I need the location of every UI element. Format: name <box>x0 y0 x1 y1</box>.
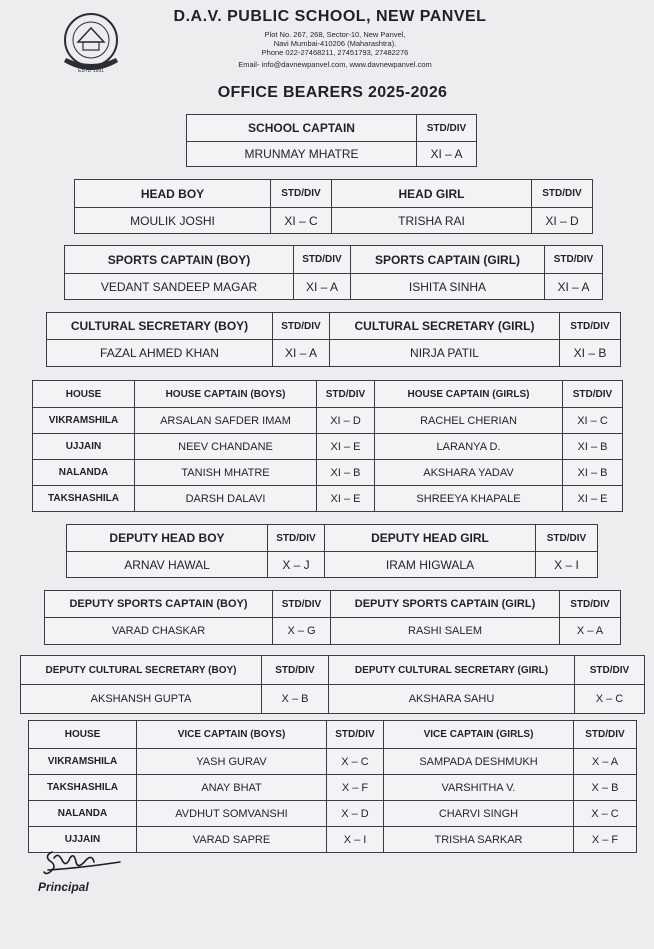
deputy-sports-boy-std: X – G <box>273 618 331 645</box>
deputy-head-boy-name: ARNAV HAWAL <box>67 552 268 578</box>
std-div-heading: STD/DIV <box>532 180 593 208</box>
vice-captain-boy-name: VARAD SAPRE <box>137 827 327 853</box>
vice-captain-boy-std: X – F <box>327 775 384 801</box>
school-name: D.A.V. PUBLIC SCHOOL, NEW PANVEL <box>173 8 487 25</box>
vice-captain-girls-heading: VICE CAPTAIN (GIRLS) <box>384 721 574 749</box>
sports-captain-boy-std: XI – A <box>294 274 351 300</box>
house-name: NALANDA <box>33 460 135 486</box>
vice-captain-girl-std: X – F <box>574 827 637 853</box>
table-row <box>29 801 637 827</box>
deputy-head-girl-std: X – I <box>536 552 598 578</box>
house-captain-girl-name: RACHEL CHERIAN <box>375 408 563 434</box>
sports-captain-boy-heading: SPORTS CAPTAIN (BOY) <box>65 246 294 274</box>
address-line-1: Plot No. 267, 268, Sector-10, New Panvel, <box>264 30 406 39</box>
std-div-heading: STD/DIV <box>294 246 351 274</box>
house-captain-boy-std: XI – E <box>317 486 375 512</box>
deputy-sports-girl-std: X – A <box>560 618 621 645</box>
head-girl-name: TRISHA RAI <box>332 208 532 234</box>
address-line-2: Navi Mumbai-410206 (Maharashtra). <box>273 39 397 48</box>
vice-captain-boy-std: X – C <box>327 749 384 775</box>
house-name: VIKRAMSHILA <box>33 408 135 434</box>
std-div-heading: STD/DIV <box>545 246 603 274</box>
vice-captain-boys-heading: VICE CAPTAIN (BOYS) <box>137 721 327 749</box>
deputy-head-boy-std: X – J <box>268 552 325 578</box>
house-captain-boy-name: DARSH DALAVI <box>135 486 317 512</box>
vice-captain-girl-std: X – A <box>574 749 637 775</box>
house-name: VIKRAMSHILA <box>29 749 137 775</box>
std-div-heading: STD/DIV <box>574 721 637 749</box>
sports-captain-girl-name: ISHITA SINHA <box>351 274 545 300</box>
sports-captain-boy-name: VEDANT SANDEEP MAGAR <box>65 274 294 300</box>
vice-captain-girl-name: VARSHITHA V. <box>384 775 574 801</box>
house-heading: HOUSE <box>33 381 135 408</box>
std-div-heading: STD/DIV <box>560 313 621 340</box>
table-row <box>33 434 623 460</box>
std-div-heading: STD/DIV <box>575 656 645 685</box>
head-boy-name: MOULIK JOSHI <box>75 208 271 234</box>
school-captain-table <box>186 114 477 167</box>
school-logo-icon <box>58 12 124 74</box>
house-captain-girls-heading: HOUSE CAPTAIN (GIRLS) <box>375 381 563 408</box>
vice-captain-girl-name: SAMPADA DESHMUKH <box>384 749 574 775</box>
deputy-cultural-girl-heading: DEPUTY CULTURAL SECRETARY (GIRL) <box>329 656 575 685</box>
deputy-sports-boy-name: VARAD CHASKAR <box>45 618 273 645</box>
vice-captain-girl-name: TRISHA SARKAR <box>384 827 574 853</box>
deputy-cultural-girl-std: X – C <box>575 685 645 714</box>
sports-captain-girl-heading: SPORTS CAPTAIN (GIRL) <box>351 246 545 274</box>
house-name: TAKSHASHILA <box>33 486 135 512</box>
house-heading: HOUSE <box>29 721 137 749</box>
std-div-heading: STD/DIV <box>273 313 330 340</box>
vice-captain-boy-name: YASH GURAV <box>137 749 327 775</box>
vice-captain-girl-std: X – C <box>574 801 637 827</box>
house-captain-boy-std: XI – B <box>317 460 375 486</box>
vice-captain-girl-std: X – B <box>574 775 637 801</box>
head-girl-std: XI – D <box>532 208 593 234</box>
cultural-secretary-boy-std: XI – A <box>273 340 330 367</box>
std-div-heading: STD/DIV <box>327 721 384 749</box>
cultural-secretary-boy-heading: CULTURAL SECRETARY (BOY) <box>47 313 273 340</box>
head-boy-std: XI – C <box>271 208 332 234</box>
table-row <box>33 460 623 486</box>
deputy-head-girl-heading: DEPUTY HEAD GIRL <box>325 525 536 552</box>
cultural-secretary-boy-name: FAZAL AHMED KHAN <box>47 340 273 367</box>
std-div-heading: STD/DIV <box>417 115 477 142</box>
deputy-cultural-boy-name: AKSHANSH GUPTA <box>21 685 262 714</box>
deputy-head-girl-name: IRAM HIGWALA <box>325 552 536 578</box>
house-captain-girl-name: AKSHARA YADAV <box>375 460 563 486</box>
house-captain-boy-std: XI – D <box>317 408 375 434</box>
house-captain-boy-name: NEEV CHANDANE <box>135 434 317 460</box>
cultural-secretary-girl-std: XI – B <box>560 340 621 367</box>
house-captain-boys-heading: HOUSE CAPTAIN (BOYS) <box>135 381 317 408</box>
email-line: Email- info@davnewpanvel.com, www.davnewpanvel.com <box>238 60 432 69</box>
std-div-heading: STD/DIV <box>273 591 331 618</box>
deputy-sports-girl-heading: DEPUTY SPORTS CAPTAIN (GIRL) <box>331 591 560 618</box>
principal-label: Principal <box>38 880 89 894</box>
deputy-cultural-boy-heading: DEPUTY CULTURAL SECRETARY (BOY) <box>21 656 262 685</box>
table-row <box>33 486 623 512</box>
principal-signature-icon <box>40 848 130 878</box>
house-name: UJJAIN <box>33 434 135 460</box>
house-captain-girl-name: SHREEYA KHAPALE <box>375 486 563 512</box>
vice-captain-boy-name: ANAY BHAT <box>137 775 327 801</box>
table-row <box>33 408 623 434</box>
std-div-heading: STD/DIV <box>262 656 329 685</box>
cultural-secretary-girl-heading: CULTURAL SECRETARY (GIRL) <box>330 313 560 340</box>
table-row <box>29 775 637 801</box>
head-boy-heading: HEAD BOY <box>75 180 271 208</box>
house-name: TAKSHASHILA <box>29 775 137 801</box>
house-name: NALANDA <box>29 801 137 827</box>
page-title: OFFICE BEARERS 2025-2026 <box>217 84 448 101</box>
std-div-heading: STD/DIV <box>536 525 598 552</box>
deputy-head-table <box>66 524 598 578</box>
deputy-cultural-boy-std: X – B <box>262 685 329 714</box>
deputy-sports-girl-name: RASHI SALEM <box>331 618 560 645</box>
vice-captain-boy-name: AVDHUT SOMVANSHI <box>137 801 327 827</box>
school-captain-std: XI – A <box>417 142 477 167</box>
school-captain-heading: SCHOOL CAPTAIN <box>187 115 417 142</box>
school-captain-name: MRUNMAY MHATRE <box>187 142 417 167</box>
cultural-secretary-table <box>46 312 621 367</box>
house-captain-boy-name: TANISH MHATRE <box>135 460 317 486</box>
sports-captain-table <box>64 245 603 300</box>
house-captains-table <box>32 380 623 512</box>
std-div-heading: STD/DIV <box>271 180 332 208</box>
vice-captain-boy-std: X – D <box>327 801 384 827</box>
svg-text:ESTD 1991: ESTD 1991 <box>78 68 104 74</box>
table-row <box>29 749 637 775</box>
house-captain-girl-name: LARANYA D. <box>375 434 563 460</box>
vice-captains-table <box>28 720 637 853</box>
house-name: UJJAIN <box>29 827 137 853</box>
deputy-cultural-secretary-table <box>20 655 645 714</box>
house-captain-girl-std: XI – B <box>563 434 623 460</box>
std-div-heading: STD/DIV <box>317 381 375 408</box>
house-captain-boy-std: XI – E <box>317 434 375 460</box>
head-boy-girl-table <box>74 179 593 234</box>
deputy-head-boy-heading: DEPUTY HEAD BOY <box>67 525 268 552</box>
house-captain-boy-name: ARSALAN SAFDER IMAM <box>135 408 317 434</box>
std-div-heading: STD/DIV <box>268 525 325 552</box>
vice-captain-boy-std: X – I <box>327 827 384 853</box>
deputy-cultural-girl-name: AKSHARA SAHU <box>329 685 575 714</box>
house-captain-girl-std: XI – E <box>563 486 623 512</box>
deputy-sports-captain-table <box>44 590 621 645</box>
vice-captain-girl-name: CHARVI SINGH <box>384 801 574 827</box>
deputy-sports-boy-heading: DEPUTY SPORTS CAPTAIN (BOY) <box>45 591 273 618</box>
phone-line: Phone 022-27468211, 27451793, 27482276 <box>261 48 409 57</box>
sports-captain-girl-std: XI – A <box>545 274 603 300</box>
house-captain-girl-std: XI – B <box>563 460 623 486</box>
head-girl-heading: HEAD GIRL <box>332 180 532 208</box>
std-div-heading: STD/DIV <box>560 591 621 618</box>
cultural-secretary-girl-name: NIRJA PATIL <box>330 340 560 367</box>
std-div-heading: STD/DIV <box>563 381 623 408</box>
house-captain-girl-std: XI – C <box>563 408 623 434</box>
